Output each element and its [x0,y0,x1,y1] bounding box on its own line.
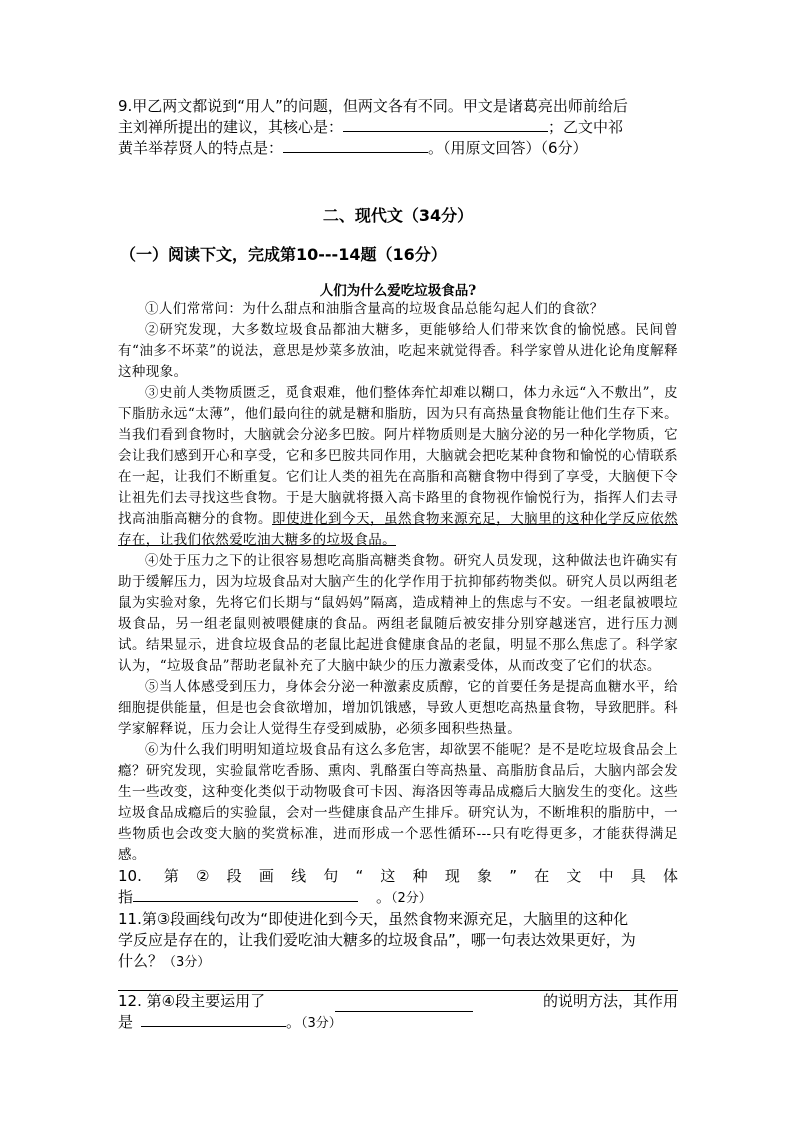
answer-blank-12b[interactable] [141,1012,286,1027]
question-11-line3-text: 什么？ [118,952,164,970]
question-12 [118,991,678,1034]
question-9-line3 [118,138,678,159]
question-11-line1: 11.第③段画线句改为“即使进化到今天，虽然食物来源充足，大脑里的这种化 [118,910,629,928]
question-10-line2-prefix: 指 [118,888,134,906]
question-11-line3 [118,951,678,973]
question-9-line2 [118,117,678,138]
part-1-title: （一）阅读下文，完成第10---14题（16分） [120,245,447,264]
question-12-middle: 的说明方法，其作用 [542,992,678,1010]
question-12-score: （3分） [301,1016,342,1031]
question-12-prefix: 12. 第④段主要运用了 [118,992,266,1010]
question-11-score: （3分） [163,955,211,970]
question-9-line1: 9.甲乙两文都说到“用人”的问题，但两文各有不同。甲文是诸葛亮出师前给后 [118,97,628,115]
section-2-title: 二、现代文（34分） [322,206,474,225]
question-9-line2-suffix: ；乙文中祁 [548,118,624,136]
article-paragraph-3-text: ③史前人类物质匮乏，觅食艰难，他们整体奔忙却难以糊口，体力永远“入不敷出”，皮下脂肪永远“太薄”，他们最向往的就是糖和脂肪，因为只有高热量食物能让他们生存下来。当我们看到食物时，大脑就会分泌多巴胺。阿片样物质则是大脑分泌的另一种化学物质，它会让我们感到开心和享受，它和多巴胺共同作用，大脑就会把吃某种食物和愉悦的心情联系在一起，让我们不断重复。它们让人类的祖先在高脂和高糖食物中得到了享受，大脑便下令让祖先们去寻找这些食物。于是大脑就将摄入高卡路里的食物视作愉悦行为，指挥人们去寻找高油脂高糖分的食物。 [118,385,678,527]
question-10-line2 [118,887,678,909]
question-9-line3-prefix: 黄羊举荐贤人的特点是： [118,139,284,157]
answer-blank-9b[interactable] [283,138,428,153]
question-12-line2 [118,1012,678,1034]
exam-page [118,96,678,1034]
article-paragraph-4: ④处于压力之下的让很容易想吃高脂高糖类食物。研究人员发现，这种做法也许确实有助于缓解压力，因为垃圾食品对大脑产生的化学作用于抗抑郁药物类似。研究人员以两组老鼠为实验对象，先将它们长期与“鼠妈妈”隔离，造成精神上的焦虑与不安。一组老鼠被喂垃圾食品，另一组老鼠则被喂健康的食品。两组老鼠随后被安排分别穿越迷宫，进行压力测试。结果显示，进食垃圾食品的老鼠比起进食健康食品的老鼠，明显不那么焦虑了。科学家认为，“垃圾食品”帮助老鼠补充了大脑中缺少的压力激素受体，从而改变了它们的状态。 [118,553,678,674]
article-title: 人们为什么爱吃垃圾食品? [319,283,477,299]
question-9-line3-suffix: 。（用原文回答）（6分） [428,139,588,157]
article-paragraph-2: ②研究发现，大多数垃圾食品都油大糖多，更能够给人们带来饮食的愉悦感。民间曾有“油多不坏菜”的说法，意思是炒菜多放油，吃起来就觉得香。科学家曾从进化论角度解释这种现象。 [118,322,678,380]
answer-blank-12a[interactable] [335,997,473,1012]
question-10-line2-suffix: 。 [376,888,392,906]
question-11 [118,909,678,991]
question-10-score: （2分） [391,891,432,906]
question-9-line2-prefix: 主刘禅所提出的建议，其核心是： [118,118,344,136]
answer-blank-10[interactable] [133,887,358,902]
article-paragraph-1: ①人们常常问：为什么甜点和油脂含量高的垃圾食品总能勾起人们的食欲？ [145,301,604,317]
question-12-line2-prefix: 是 [118,1013,134,1031]
question-12-line2-suffix: 。 [286,1013,302,1031]
question-12-line1 [118,991,678,1012]
question-10-line1: 10. 第②段画线句“这种现象”在文中具体 [118,867,678,885]
article-paragraph-5: ⑤当人体感受到压力，身体会分泌一种激素皮质醇，它的首要任务是提高血糖水平，给细胞提供能量，但是也会食欲增加，增加饥饿感，导致人更想吃高热量食物，导致肥胖。科学家解释说，压力会让人觉得生存受到威胁，必须多囤积些热量。 [118,679,678,737]
underlined-sentence: 即使进化到今天，虽然食物来源充足，大脑里的这种化学反应依然存在，让我们依然爱吃油大糖多的垃圾食品。 [118,511,678,548]
answer-blank-9a[interactable] [343,117,548,132]
article-paragraph-3 [118,383,678,551]
article [118,279,678,866]
question-11-line2: 学反应是存在的，让我们爱吃油大糖多的垃圾食品”，哪一句表达效果更好，为 [118,931,636,949]
question-10 [118,866,678,909]
article-paragraph-6: ⑥为什么我们明明知道垃圾食品有这么多危害，却欲罢不能呢？是不是吃垃圾食品会上瘾？研究发现，实验鼠常吃香肠、熏肉、乳酪蛋白等高热量、高脂肪食品后，大脑内部会发生一些改变，这种变化类似于动物吸食可卡因、海洛因等毒品成瘾后大脑发生的变化。这些垃圾食品成瘾后的实验鼠，会对一些健康食品产生排斥。研究认为，不断堆积的脂肪中，一些物质也会改变大脑的奖赏标准，进而形成一个恶性循环---只有吃得更多，才能获得满足感。 [118,742,678,863]
question-9 [118,96,678,159]
